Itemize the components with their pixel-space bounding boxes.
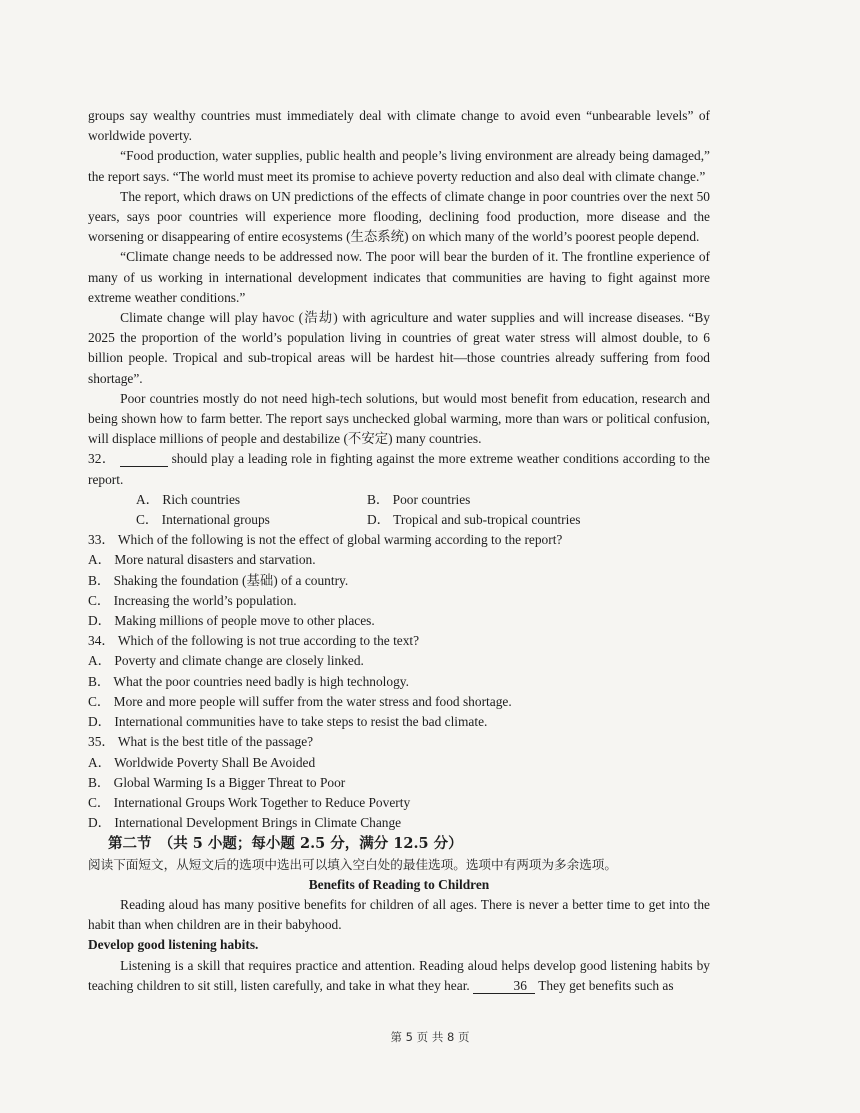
question-33 (88, 530, 710, 631)
blank-36[interactable]: 36 (473, 978, 535, 994)
question-stem: 33． Which of the following is not the effect of global warming according to the report? (88, 532, 563, 548)
page-content (88, 106, 710, 996)
option-a[interactable]: A． Worldwide Poverty Shall Be Avoided (88, 754, 316, 770)
passage-text-continued: They get benefits such as (538, 977, 674, 993)
option-c[interactable]: C． International Groups Work Together to Reduce Poverty (88, 794, 411, 810)
paragraph-2: “Food production, water supplies, public health and people’s living environment are already being damaged,” the report says. “The world must meet its promise to achieve poverty reduction and also deal with climate change.” (88, 148, 710, 184)
paragraph-3: The report, which draws on UN predictions of the effects of climate change in poor countries over the next 50 years, says poor countries will experience more flooding, declining food production, more disease and the worsening or disappearing of entire ecosystems (生态系统) on which many of the world’s poorest people depend. (88, 188, 710, 245)
passage-subheading: Develop good listening habits. (88, 937, 259, 953)
option-a[interactable]: A． Poverty and climate change are closely linked. (88, 653, 364, 669)
paragraph-6: Poor countries mostly do not need high-tech solutions, but would most benefit from education, research and being shown how to farm better. The report says unchecked global warming, more than wars or political confusion, will displace millions of people and destabilize (不安定) many countries. (88, 390, 710, 447)
option-c[interactable]: C． More and more people will suffer from the water stress and food shortage. (88, 693, 512, 709)
passage-paragraph-2 (88, 956, 710, 996)
option-grid (136, 490, 710, 530)
paragraph-5: Climate change will play havoc (浩劫) with agriculture and water supplies and will increase diseases. “By 2025 the proportion of the world’s population living in countries of great water stress will almost double, to 6 billion people. Tropical and sub-tropical areas will be hardest hit—those countries already suffering from food shortage”. (88, 310, 710, 386)
question-35 (88, 732, 710, 833)
paragraph-1: groups say wealthy countries must immediately deal with climate change to avoid even “unbearable levels” of worldwide poverty. (88, 108, 710, 144)
option-a[interactable]: A． Rich countries (136, 491, 241, 507)
passage-title: Benefits of Reading to Children (308, 876, 490, 892)
option-c[interactable]: C． International groups (136, 512, 270, 528)
option-c[interactable]: C． Increasing the world’s population. (88, 592, 297, 608)
option-d[interactable]: D． International Development Brings in Climate Change (88, 815, 402, 831)
question-number: 32． (88, 451, 116, 467)
section-heading: 第二节 （共 5 小题；每小题 2.5 分，满分 12.5 分） (108, 835, 463, 853)
question-34 (88, 631, 710, 732)
passage-paragraph-1: Reading aloud has many positive benefits for children of all ages. There is never a better time to get into the habit than when children are in their babyhood. (88, 896, 710, 933)
option-b[interactable]: B． Shaking the foundation (基础) of a country. (88, 572, 349, 588)
option-b[interactable]: B． Global Warming Is a Bigger Threat to Poor (88, 774, 346, 790)
question-32 (88, 449, 710, 530)
option-d[interactable]: D． Tropical and sub-tropical countries (367, 512, 581, 528)
passage-text: Listening is a skill that requires practice and attention. Reading aloud helps develop good listening habits by teaching children to sit still, listen carefully, and take in what they hear. (88, 957, 710, 993)
answer-blank[interactable] (120, 451, 168, 467)
option-d[interactable]: D． International communities have to take steps to resist the bad climate. (88, 714, 488, 730)
section-instruction: 阅读下面短文，从短文后的选项中选出可以填入空白处的最佳选项。选项中有两项为多余选项。 (88, 856, 617, 872)
page-footer: 第 5 页 共 8 页 (390, 1030, 470, 1044)
question-stem: 35． What is the best title of the passage? (88, 734, 314, 750)
question-stem: 34． Which of the following is not true according to the text? (88, 633, 420, 649)
question-text: should play a leading role in fighting against the more extreme weather conditions according to the report. (88, 451, 710, 487)
option-d[interactable]: D． Making millions of people move to other places. (88, 613, 375, 629)
option-a[interactable]: A． More natural disasters and starvation. (88, 552, 316, 568)
option-b[interactable]: B． What the poor countries need badly is high technology. (88, 673, 409, 689)
option-b[interactable]: B． Poor countries (367, 491, 471, 507)
paragraph-4: “Climate change needs to be addressed now. The poor will bear the burden of it. The frontline experience of many of us working in international development indicates that communities are having to fight against more extreme weather conditions.” (88, 249, 710, 305)
